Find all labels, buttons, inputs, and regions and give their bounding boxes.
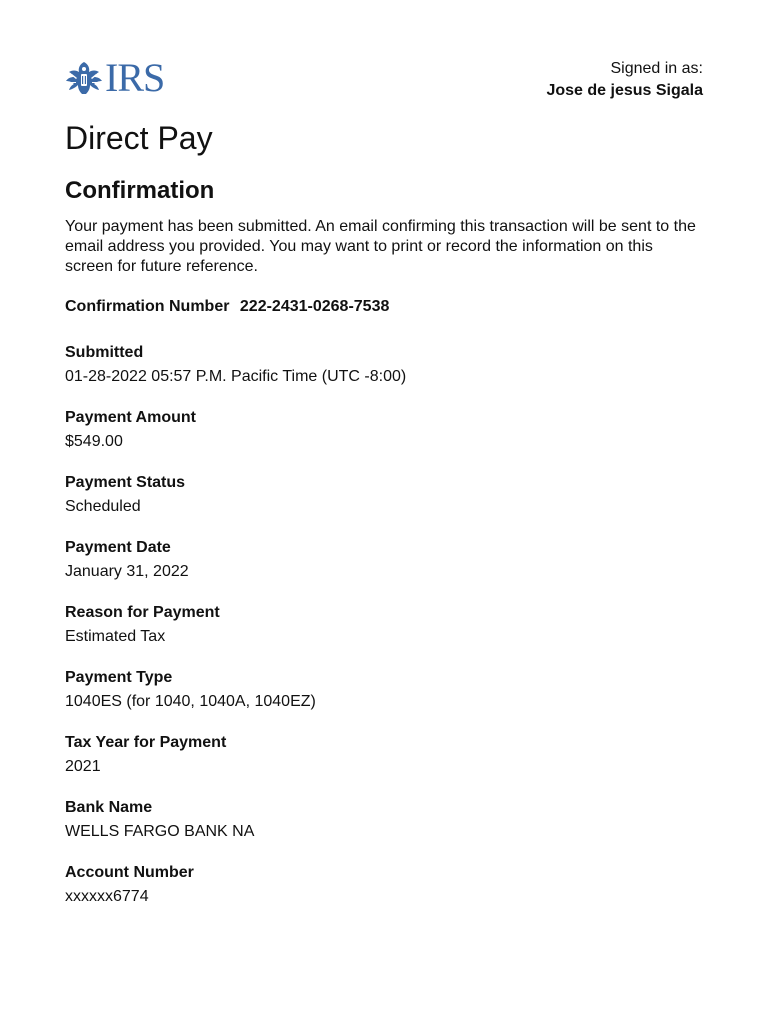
field-label: Payment Status [65, 474, 186, 491]
field-value: xxxxxx6774 [65, 888, 149, 905]
payment-details [65, 342, 705, 927]
field-submitted [65, 342, 705, 407]
field-value: January 31, 2022 [65, 563, 189, 580]
field-label: Tax Year for Payment [65, 734, 227, 751]
irs-logo-text: IRS [105, 55, 165, 100]
field-value: 1040ES (for 1040, 1040A, 1040EZ) [65, 693, 316, 710]
field-payment-amount [65, 407, 705, 472]
field-reason-for-payment [65, 602, 705, 667]
confirmation-number-label: Confirmation Number [65, 298, 230, 315]
signed-in-label: Signed in as: [610, 60, 703, 77]
irs-eagle-icon [65, 60, 103, 96]
field-value: $549.00 [65, 433, 123, 450]
intro-text: Your payment has been submitted. An email confirming this transaction will be sent to the email address you provided. You may want to print or record the information on this screen for future reference. [65, 218, 696, 275]
field-label: Payment Amount [65, 409, 196, 426]
confirmation-number-value: 222-2431-0268-7538 [239, 298, 390, 315]
irs-logo[interactable] [65, 55, 165, 100]
field-value: 01-28-2022 05:57 P.M. Pacific Time (UTC -8:00) [65, 368, 407, 385]
user-name: Jose de jesus Sigala [546, 82, 703, 99]
field-account-number [65, 862, 705, 927]
field-value: Estimated Tax [65, 628, 166, 645]
field-tax-year [65, 732, 705, 797]
field-value: Scheduled [65, 498, 141, 515]
field-label: Submitted [65, 344, 144, 361]
section-title: Confirmation [65, 177, 215, 204]
field-label: Bank Name [65, 799, 153, 816]
field-payment-type [65, 667, 705, 732]
field-label: Account Number [65, 864, 194, 881]
field-label: Payment Type [65, 669, 173, 686]
field-label: Reason for Payment [65, 604, 220, 621]
field-payment-date [65, 537, 705, 602]
field-label: Payment Date [65, 539, 171, 556]
field-value: WELLS FARGO BANK NA [65, 823, 255, 840]
field-value: 2021 [65, 758, 101, 775]
field-bank-name [65, 797, 705, 862]
confirmation-number-row [65, 297, 389, 317]
signed-in-info [546, 58, 703, 102]
page-header [65, 55, 703, 102]
app-title: Direct Pay [65, 120, 213, 156]
field-payment-status [65, 472, 705, 537]
